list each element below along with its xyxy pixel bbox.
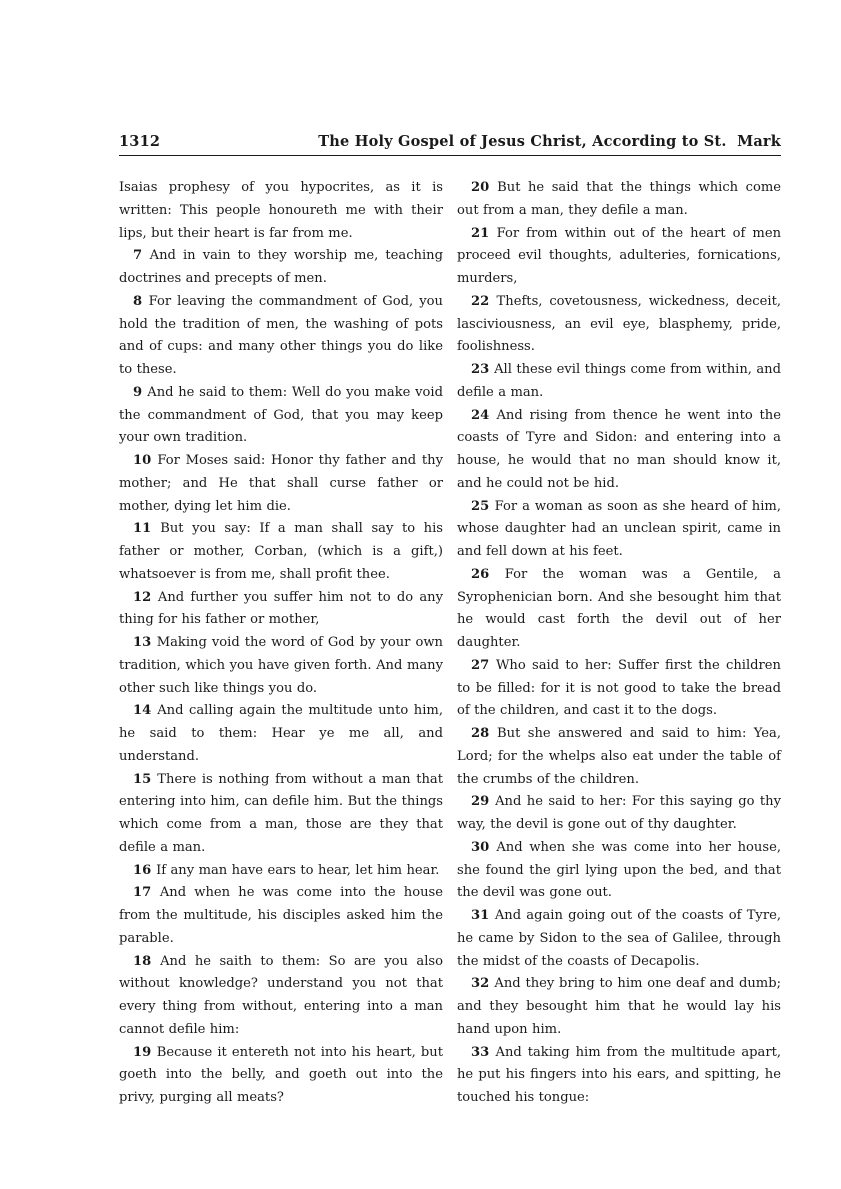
verse-paragraph (119, 587, 443, 633)
page-number: 1312 (119, 133, 161, 150)
verse-text: Making void the word of God by your own tradition, which you have given forth. And many other such like things you do. (119, 635, 443, 696)
verse-paragraph (457, 837, 781, 905)
verse-text: And he said to them: Well do you make void the commandment of God, that you may keep your own tradition. (119, 384, 443, 446)
verse-text: And when he was come into the house from the multitude, his disciples asked him the parable. (119, 885, 443, 946)
verse-number: 17 (133, 885, 152, 901)
verse-paragraph (119, 769, 443, 860)
verse-paragraph (457, 496, 781, 564)
running-head (119, 133, 781, 150)
verse-text: For from within out of the heart of men proceed evil thoughts, adulteries, fornications, murders, (457, 225, 781, 286)
verse-text: For a woman as soon as she heard of him, whose daughter had an unclean spirit, came in and fell down at his feet. (457, 498, 781, 559)
running-head-title: The Holy Gospel of Jesus Christ, According to St. Mark (318, 133, 781, 150)
verse-number: 22 (471, 293, 490, 309)
verse-text: For Moses said: Honor thy father and thy mother; and He that shall curse father or mother, dying let him die. (119, 453, 443, 514)
verse-text: For leaving the commandment of God, you hold the tradition of men, the washing of pots and of cups: and many other things you do like to these. (119, 293, 443, 377)
verse-text: Isaias prophesy of you hypocrites, as it is written: This people honoureth me with their lips, but their heart is far from me. (119, 180, 443, 241)
verse-text: But you say: If a man shall say to his father or mother, Corban, (which is a gift,) whatsoever is from me, shall profit thee. (119, 521, 444, 582)
verse-paragraph (457, 723, 781, 791)
verse-number: 9 (133, 384, 143, 400)
verse-number: 26 (471, 566, 490, 582)
verse-paragraph (119, 882, 443, 950)
verse-number: 21 (471, 225, 490, 241)
verse-text: And they bring to him one deaf and dumb; and they besought him that he would lay his hand upon him. (457, 976, 781, 1037)
verse-paragraph (119, 450, 443, 518)
verse-paragraph (457, 359, 781, 405)
verse-number: 13 (133, 635, 152, 650)
verse-text: If any man have ears to hear, let him hear. (156, 862, 440, 878)
verse-number: 24 (471, 407, 490, 423)
verse-text: There is nothing from without a man that entering into him, can defile him. But the things which come from a man, those are they that defile a man. (119, 771, 443, 855)
verse-text: Thefts, covetousness, wickedness, deceit, lasciviousness, an evil eye, blasphemy, pride, foolishness. (457, 293, 781, 355)
verse-text: And calling again the multitude unto him, he said to them: Hear ye me all, and understand. (119, 703, 443, 764)
verse-number: 25 (471, 498, 490, 514)
verse-number: 27 (471, 657, 490, 673)
verse-paragraph (119, 632, 443, 700)
verse-number: 11 (133, 521, 152, 537)
verse-text: Who said to her: Suffer first the children to be filled: for it is not good to take the bread of the children, and cast it to the dogs. (457, 657, 781, 719)
body-columns (119, 177, 781, 1110)
verse-text: And in vain to they worship me, teaching doctrines and precepts of men. (119, 248, 443, 286)
verse-paragraph (457, 291, 781, 359)
verse-text: And taking him from the multitude apart, he put his fingers into his ears, and spitting, he touched his tongue: (457, 1044, 781, 1105)
verse-paragraph (457, 905, 781, 973)
verse-number: 15 (133, 771, 152, 787)
verse-paragraph (119, 177, 443, 245)
verse-text: Because it entereth not into his heart, but goeth into the belly, and goeth out into the privy, purging all meats? (119, 1044, 443, 1105)
verse-number: 32 (471, 976, 490, 992)
verse-number: 33 (471, 1044, 490, 1060)
verse-number: 8 (133, 293, 143, 309)
verse-paragraph (119, 700, 443, 768)
verse-number: 10 (133, 453, 152, 468)
verse-number: 30 (471, 839, 490, 855)
verse-paragraph (457, 177, 781, 223)
verse-text: And rising from thence he went into the coasts of Tyre and Sidon: and entering into a house, he would that no man should know it, and he could not be hid. (457, 407, 781, 491)
verse-text: But she answered and said to him: Yea, Lord; for the whelps also eat under the table of the crumbs of the children. (457, 726, 781, 787)
left-column (119, 177, 443, 1110)
verse-number: 29 (471, 794, 490, 810)
verse-text: And further you suffer him not to do any thing for his father or mother, (119, 589, 443, 628)
verse-number: 28 (471, 726, 490, 741)
verse-paragraph (119, 245, 443, 291)
verse-text: But he said that the things which come out from a man, they defile a man. (457, 180, 781, 218)
verse-paragraph (119, 951, 443, 1042)
verse-number: 7 (133, 248, 143, 264)
verse-paragraph (457, 791, 781, 837)
verse-text: And again going out of the coasts of Tyre, he came by Sidon to the sea of Galilee, through the midst of the coasts of Decapolis. (457, 908, 781, 969)
verse-number: 18 (133, 953, 152, 969)
verse-text: All these evil things come from within, and defile a man. (457, 362, 781, 400)
verse-number: 23 (471, 362, 490, 377)
verse-paragraph (457, 223, 781, 291)
verse-number: 19 (133, 1044, 152, 1060)
verse-paragraph (457, 973, 781, 1041)
verse-paragraph (119, 518, 443, 586)
verse-number: 31 (471, 908, 490, 923)
verse-number: 14 (133, 703, 152, 719)
verse-number: 20 (471, 180, 490, 195)
verse-text: For the woman was a Gentile, a Syrophenician born. And she besought him that he would cast forth the devil out of her daughter. (457, 566, 781, 650)
verse-text: And when she was come into her house, she found the girl lying upon the bed, and that the devil was gone out. (457, 839, 781, 901)
verse-number: 16 (133, 862, 152, 878)
verse-paragraph (119, 382, 443, 450)
verse-paragraph (457, 564, 781, 655)
verse-text: And he saith to them: So are you also without knowledge? understand you not that every thing from without, entering into a man cannot defile him: (119, 953, 443, 1037)
verse-paragraph (119, 1042, 443, 1110)
verse-number: 12 (133, 589, 152, 605)
header-rule (119, 155, 781, 156)
verse-text: And he said to her: For this saying go thy way, the devil is gone out of thy daughter. (457, 794, 781, 832)
verse-paragraph (457, 405, 781, 496)
right-column (457, 177, 781, 1110)
verse-paragraph (119, 860, 443, 883)
verse-paragraph (119, 291, 443, 382)
verse-paragraph (457, 655, 781, 723)
verse-paragraph (457, 1042, 781, 1110)
